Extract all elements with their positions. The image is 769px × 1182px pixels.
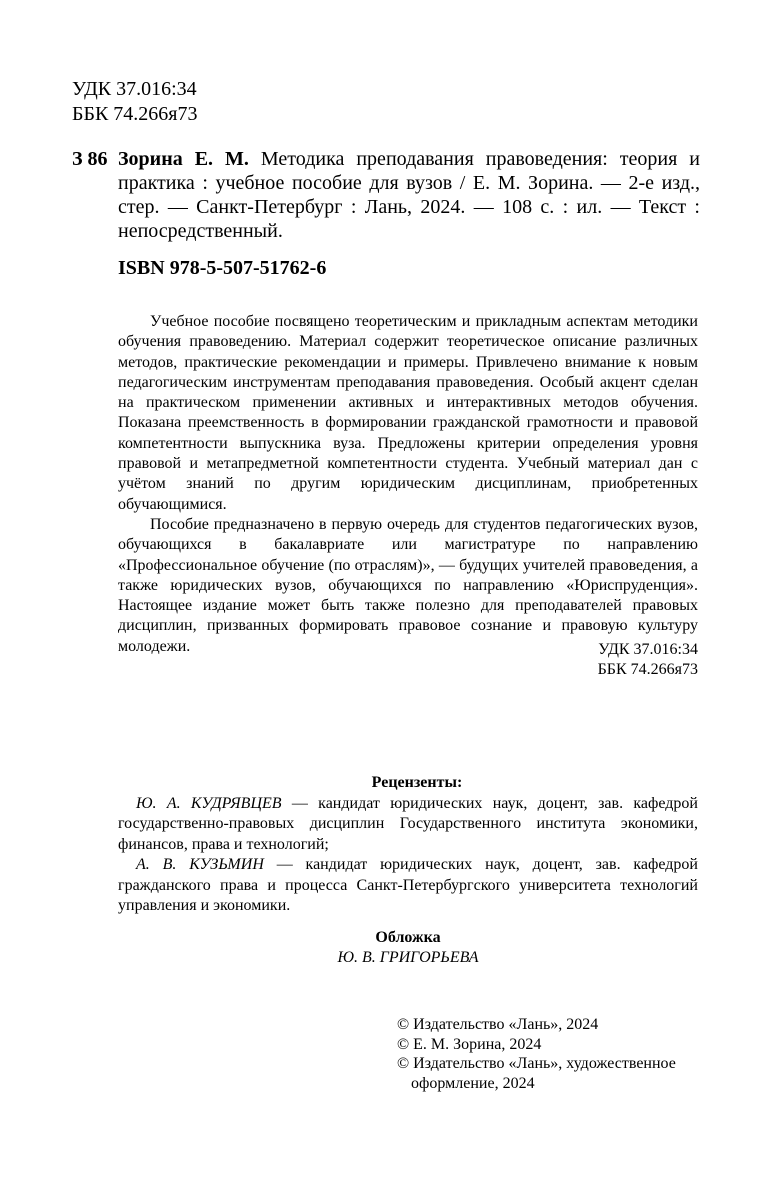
reviewer-entry [118,855,698,917]
abstract-paragraph: Пособие предназначено в первую очередь для студентов педагогических вузов, обучающихся в бакалавриате или магистратуре по направлению «Профессиональное обучение (по отраслям)», — будущих учителей правоведения, а также юридических вузов, обучающихся по направлению «Юриспруденция». Настоящее издание может быть также полезно для преподавателей правовых дисциплин, призванных формировать правовое сознание и правовую культуру молодежи. [118,515,698,655]
udk-code: УДК 37.016:34 [598,641,698,658]
author-name: Зорина Е. М. [118,148,249,170]
cover-heading: Обложка [375,929,441,946]
reviewer-details: — кандидат юридических наук, доцент, зав. кафедрой государственно-правовых дисциплин Государственного института экономики, финансов, права и технологий; [118,794,698,853]
abstract [118,312,698,657]
cover-designer: Ю. В. ГРИГОРЬЕВА [337,949,479,966]
reviewer-name: А. В. КУЗЬМИН [136,856,264,873]
reviewers-heading: Рецензенты: [371,774,463,791]
abstract-paragraph: Учебное пособие посвящено теоретическим и прикладным аспектам методики обучения правоведению. Материал содержит теоретическое описание различных методов, практические рекомендации и примеры. Привлечено внимание к новым педагогическим инструментам преподавания правоведения. Особый акцент сделан на практическом применении активных и интерактивных методов обучения. Показана преемственность в формировании гражданской грамотности и правовой компетентности выпускника вуза. Предложены критерии определения уровня правовой и метапредметной компетентности студента. Учебный материал дан с учётом знаний по другим юридическим дисциплинам, приобретенных обучающимися. [118,313,698,513]
reviewer-entry [118,794,698,856]
cover-credit [118,928,698,968]
copyright-block [397,1015,676,1093]
reviewer-name: Ю. А. КУДРЯВЦЕВ [136,794,282,812]
copyright-line: © Издательство «Лань», 2024 [397,1016,599,1033]
author-mark: З 86 [72,148,108,170]
reviewer-details: — кандидат юридических наук, доцент, зав. кафедрой гражданского права и процесса Санкт-Петербургского университета технологий управления и экономики. [118,856,698,914]
title-description: Методика преподавания правоведения: теория и практика : учебное пособие для вузов / Е. М. Зорина. — 2-е изд., стер. — Санкт-Петербург : Лань, 2024. — 108 с. : ил. — Текст : непосредственный. [118,148,700,242]
bbk-code: ББК 74.266я73 [597,661,698,678]
classification-block [72,77,198,127]
copyright-line-continuation: оформление, 2024 [411,1074,535,1092]
bbk-code: ББК 74.266я73 [72,103,198,125]
bibliographic-description [118,147,700,243]
bibliographic-entry [72,147,700,243]
classification-block-right [598,640,698,680]
copyright-line: © Издательство «Лань», художественное [397,1055,676,1072]
isbn: ISBN 978-5-507-51762-6 [118,257,327,279]
reviewers-section [118,773,698,917]
copyright-line: © Е. М. Зорина, 2024 [397,1035,542,1053]
udk-code: УДК 37.016:34 [72,78,197,100]
